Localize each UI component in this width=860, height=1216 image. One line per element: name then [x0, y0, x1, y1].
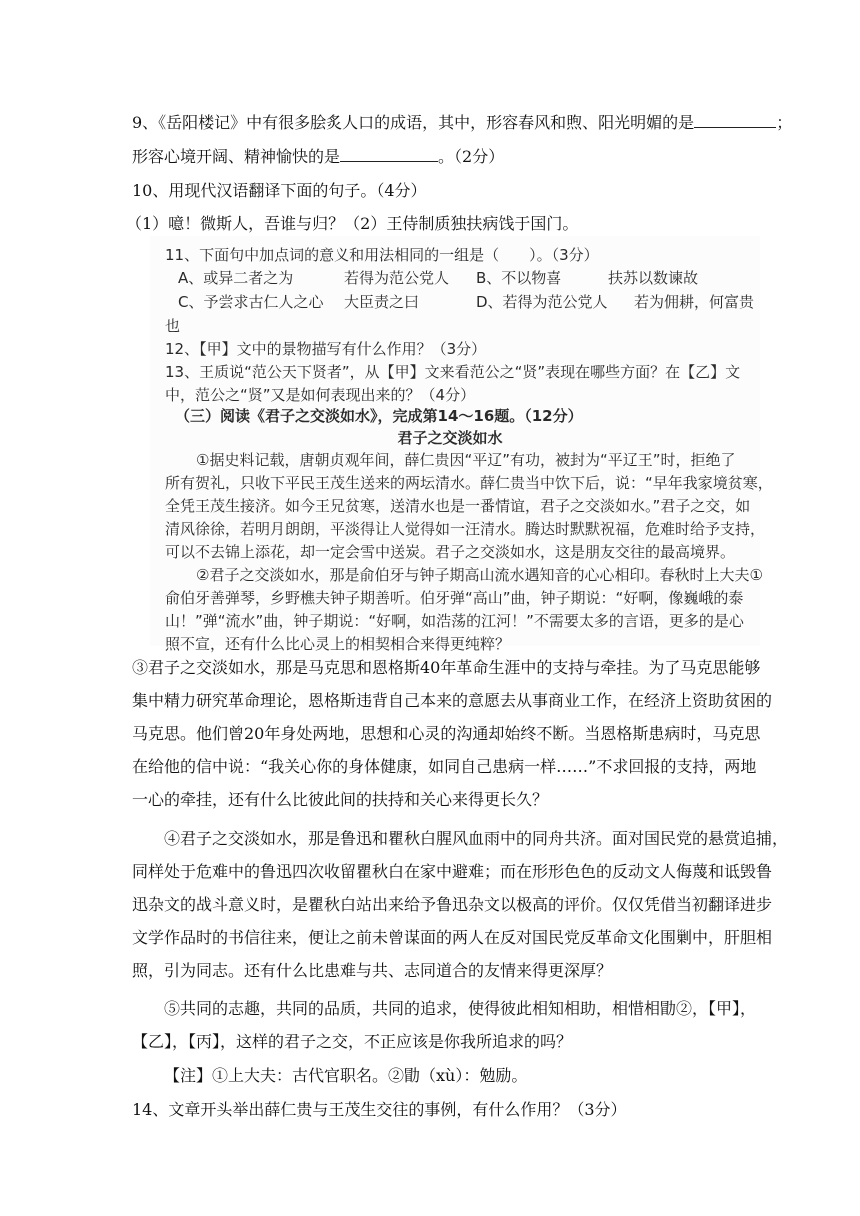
- q11-option-c1: C、予尝求古仁人之心: [178, 293, 324, 311]
- q11-option-b2: 扶苏以数谏故: [608, 269, 699, 287]
- para3-line: 集中精力研究革命理论，恩格斯违背自己本来的意愿去从事商业工作，在经济上资助贫困的: [132, 691, 773, 710]
- para3-line: 在给他的信中说：“我关心你的身体健康，如同自己患病一样……”不求回报的支持，两地: [132, 757, 757, 776]
- q11-option-c2: 大臣责之曰: [344, 293, 420, 311]
- footnote: 【注】①上大夫：古代官职名。②勖（xù）：勉励。: [164, 1066, 528, 1085]
- para1-line: 全凭王茂生接济。如今王兄贫寒，送清水也是一番情谊，君子之交淡如水。”君子之交，如: [165, 497, 751, 515]
- para3-line: 马克思。他们曾20年身处两地，思想和心灵的沟通却始终不断。当恩格斯患病时，马克思: [132, 724, 761, 743]
- q11-option-a2: 若得为范公党人: [344, 269, 450, 287]
- para5-line1: ⑤共同的志趣，共同的品质，共同的追求，使得彼此相知相助，相惜相勖②，【甲】，: [164, 999, 757, 1018]
- q10-line2: （1）噫！微斯人，吾谁与归？（2）王侍制质独扶病饯于国门。: [126, 214, 579, 233]
- q14: 14、文章开头举出薛仁贵与王茂生交往的事例，有什么作用？（3分）: [132, 1100, 627, 1119]
- q9-punct: ；: [776, 113, 793, 132]
- q11-tail: 也: [165, 317, 181, 335]
- para4-line: 文学作品时的书信往来，便让之前未曾谋面的两人在反对国民党反革命文化围剿中，肝胆相: [132, 928, 773, 947]
- answer-blank[interactable]: [694, 113, 776, 128]
- section3-heading: （三）阅读《君子之交淡如水》，完成第14～16题。（12分）: [175, 407, 583, 425]
- q11-option-d2: 若为佣耕，何富贵: [634, 293, 755, 311]
- q11-option-a1: A、或异二者之为: [178, 269, 294, 287]
- para4-line: ④君子之交淡如水，那是鲁迅和瞿秋白腥风血雨中的同舟共济。面对国民党的悬赏追捕，: [164, 829, 789, 848]
- para3-line: ③君子之交淡如水，那是马克思和恩格斯40年革命生涯中的支持与牵挂。为了马克思能够: [132, 658, 761, 677]
- para1-line: 清风徐徐，若明月朗朗，平淡得让人觉得如一汪清水。腾达时默默祝福，危难时给予支持，: [165, 520, 766, 538]
- para1-line: ①据史料记载，唐朝贞观年间，薛仁贵因“平辽”有功，被封为“平辽王”时，拒绝了: [196, 451, 736, 469]
- para3-line: 一心的牵挂，还有什么比彼此间的扶持和关心来得更长久？: [132, 790, 549, 809]
- para1-line: 可以不去锦上添花，却一定会雪中送炭。君子之交淡如水，这是朋友交往的最高境界。: [165, 543, 736, 561]
- para2-line: 俞伯牙善弹琴，乡野樵夫钟子期善听。伯牙弹“高山”曲，钟子期说：“好啊，像巍峨的泰: [165, 589, 744, 607]
- q11-option-d1: D、若得为范公党人: [476, 293, 608, 311]
- q11-option-b1: B、不以物喜: [476, 269, 562, 287]
- q13-line2: 中，范公之“贤”又是如何表现出来的？（4分）: [165, 386, 476, 404]
- answer-blank-2[interactable]: [340, 147, 438, 162]
- q9-text2: 形容心境开阔、精神愉快的是: [132, 147, 341, 166]
- q9-score: 。（2分）: [438, 147, 505, 166]
- q11-stem: 11、下面句中加点词的意义和用法相同的一组是（ ）。（3分）: [165, 246, 599, 264]
- para4-line: 照，引为同志。还有什么比患难与共、志同道合的友情来得更深厚？: [132, 961, 613, 980]
- q13-line1: 13、王质说“范公天下贤者”，从【甲】文来看范公之“贤”表现在哪些方面？在【乙】文: [165, 363, 741, 381]
- para2-line: 山！”弹“流水”曲，钟子期说：“好啊，如浩荡的江河！”不需要太多的言语，更多的是心: [165, 612, 744, 630]
- para4-line: 迅杂文的战斗意义时，是瞿秋白站出来给予鲁迅杂文以极高的评价。仅仅凭借当初翻译进步: [132, 895, 773, 914]
- para4-line: 同样处于危难中的鲁迅四次收留瞿秋白在家中避难；而在形形色色的反动文人侮蔑和诋毁鲁: [132, 862, 773, 881]
- para5-line2: 【乙】，【丙】，这样的君子之交，不正应该是你我所追求的吗？: [132, 1032, 573, 1051]
- passage-title: 君子之交淡如水: [397, 429, 503, 447]
- para2-line: ②君子之交淡如水，那是俞伯牙与钟子期高山流水遇知音的心心相印。春秋时上大夫①: [196, 566, 763, 584]
- q9-text: 9、《岳阳楼记》中有很多脍炙人口的成语，其中，形容春风和煦、阳光明媚的是: [132, 113, 695, 132]
- q9-line1: [132, 112, 792, 134]
- q9-line2: [132, 146, 504, 168]
- para2-line: 照不宣，还有什么比心灵上的相契相合来得更纯粹？: [165, 635, 511, 653]
- q10-line1: 10、用现代汉语翻译下面的句子。（4分）: [132, 181, 427, 200]
- q12: 12、【甲】文中的景物描写有什么作用？（3分）: [165, 340, 487, 358]
- para1-line: 所有贺礼，只收下平民王茂生送来的两坛清水。薛仁贵当中饮下后，说：“早年我家境贫寒，: [165, 474, 773, 492]
